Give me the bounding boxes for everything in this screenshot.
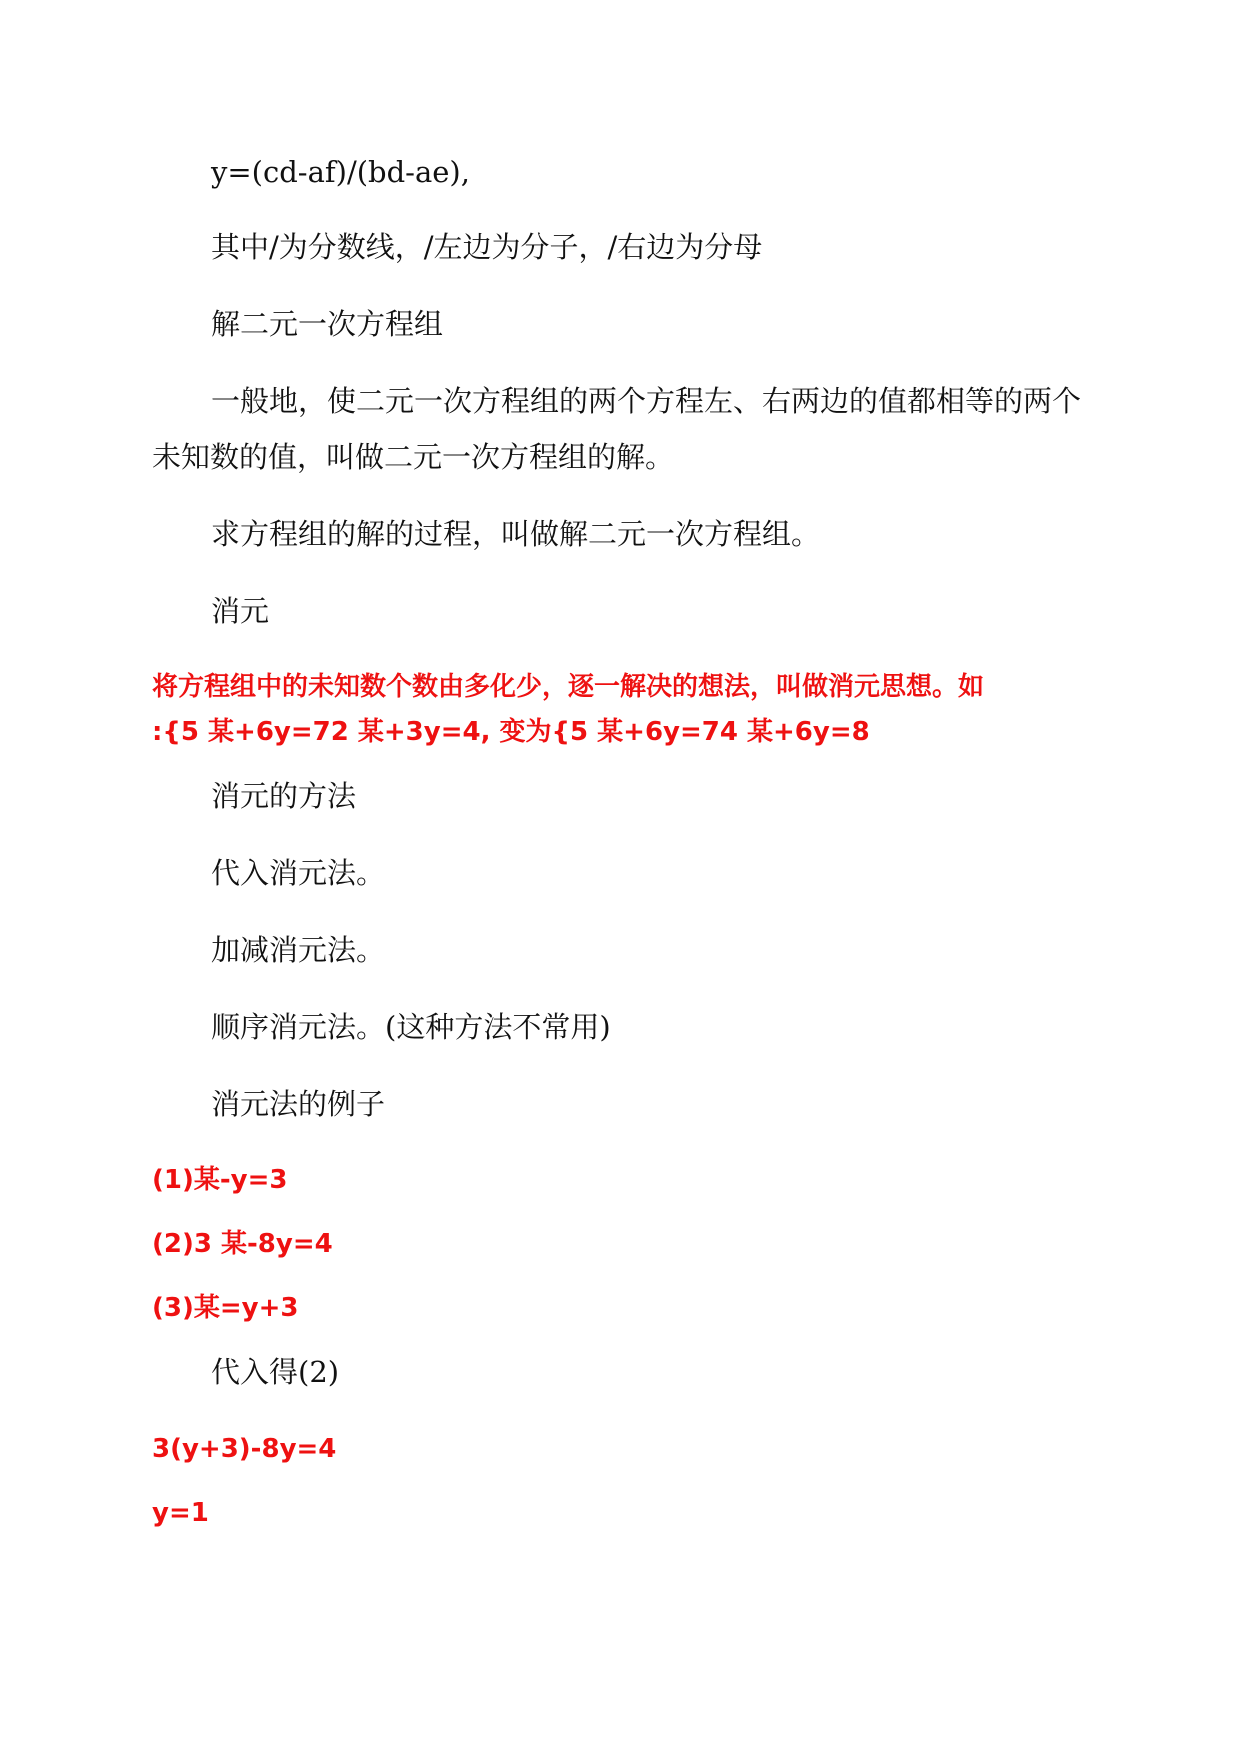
section-heading-elimination: 消元 — [211, 594, 270, 628]
definition-paragraph-line-2: 未知数的值，叫做二元一次方程组的解。 — [152, 440, 675, 474]
definition-paragraph-line-1: 一般地，使二元一次方程组的两个方程左、右两边的值都相等的两个 — [211, 384, 1082, 418]
method-addition-subtraction: 加减消元法。 — [211, 933, 386, 967]
formula-y: y=(cd-af)/(bd-ae), — [211, 155, 470, 189]
fraction-note: 其中/为分数线，/左边为分子，/右边为分母 — [211, 230, 763, 264]
method-substitution: 代入消元法。 — [211, 856, 386, 890]
substituted-equation: 3(y+3)-8y=4 — [152, 1434, 337, 1464]
solving-process-paragraph: 求方程组的解的过程，叫做解二元一次方程组。 — [211, 517, 821, 551]
result-y: y=1 — [152, 1498, 209, 1528]
section-heading-methods: 消元的方法 — [211, 779, 357, 813]
elimination-idea-line-1: 将方程组中的未知数个数由多化少，逐一解决的想法，叫做消元思想。如 — [152, 672, 985, 702]
equation-1: (1)某-y=3 — [152, 1165, 288, 1195]
equation-3: (3)某=y+3 — [152, 1293, 299, 1323]
substitution-step: 代入得(2) — [211, 1355, 340, 1389]
elimination-idea-line-2: :{5 某+6y=72 某+3y=4, 变为{5 某+6y=74 某+6y=8 — [152, 717, 870, 747]
equation-2: (2)3 某-8y=4 — [152, 1229, 333, 1259]
method-sequential: 顺序消元法。(这种方法不常用) — [211, 1010, 611, 1044]
section-heading-example: 消元法的例子 — [211, 1087, 386, 1121]
section-heading-solution: 解二元一次方程组 — [211, 307, 444, 341]
